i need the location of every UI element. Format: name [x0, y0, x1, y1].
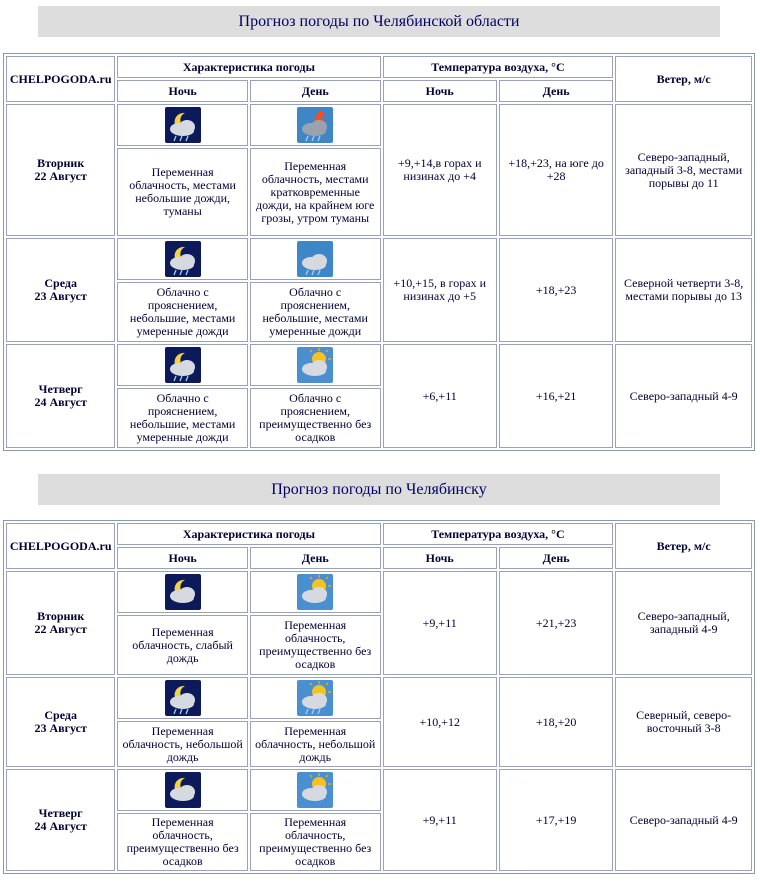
- date: 24 Август: [34, 395, 87, 409]
- night-cloudy-rain-icon: [165, 347, 201, 383]
- weekday: Четверг: [38, 806, 83, 820]
- region-forecast-title: Прогноз погоды по Челябинской области: [38, 6, 720, 37]
- temp-day: +17,+19: [499, 769, 613, 871]
- day-cell: [6, 104, 115, 236]
- day-description: Облачно с прояснением, преимущественно без осадков: [250, 388, 381, 448]
- night-description: Переменная облачность, местами небольшие дожди, туманы: [117, 148, 248, 236]
- thunderstorm-icon: [297, 107, 333, 143]
- sun-cloud-icon: [297, 772, 333, 808]
- day-icon-cell: [250, 344, 381, 386]
- date: 22 Август: [34, 622, 87, 636]
- weekday: Среда: [44, 276, 77, 290]
- temp-night: +6,+11: [383, 344, 497, 448]
- day-cell: [6, 238, 115, 342]
- day-cell: [6, 769, 115, 871]
- temp-day: +16,+21: [499, 344, 613, 448]
- temp-day-header: День: [499, 547, 613, 569]
- night-icon-cell: [117, 104, 248, 146]
- region-forecast-table: [3, 53, 755, 451]
- wind-header: Ветер, м/с: [615, 56, 752, 102]
- day-description: Переменная облачность, преимущественно без осадков: [250, 615, 381, 675]
- day-icon-cell: [250, 238, 381, 280]
- weather-header: Характеристика погоды: [117, 56, 380, 78]
- temp-night: +10,+12: [383, 677, 497, 767]
- city-forecast-title: Прогноз погоды по Челябинску: [38, 474, 720, 505]
- day-header: День: [250, 80, 381, 102]
- date: 23 Август: [34, 721, 87, 735]
- night-description: Переменная облачность, небольшой дождь: [117, 721, 248, 767]
- day-header: День: [250, 547, 381, 569]
- weather-header: Характеристика погоды: [117, 523, 380, 545]
- night-description: Облачно с прояснением, небольшие, местами умеренные дожди: [117, 282, 248, 342]
- weekday: Четверг: [38, 382, 83, 396]
- temperature-header: Температура воздуха, °С: [383, 523, 614, 545]
- wind: Северо-западный 4-9: [615, 769, 752, 871]
- temp-night: +10,+15, в горах и низинах до +5: [383, 238, 497, 342]
- night-icon-cell: [117, 769, 248, 811]
- day-icon-cell: [250, 571, 381, 613]
- night-cloudy-rain-icon: [165, 107, 201, 143]
- night-icon-cell: [117, 238, 248, 280]
- temp-night-header: Ночь: [383, 547, 497, 569]
- day-cell: [6, 344, 115, 448]
- date: 23 Август: [34, 289, 87, 303]
- night-header: Ночь: [117, 80, 248, 102]
- night-description: Переменная облачность, слабый дождь: [117, 615, 248, 675]
- temp-day-header: День: [499, 80, 613, 102]
- weekday: Среда: [44, 708, 77, 722]
- wind: Северной четверти 3-8, местами порывы до 13: [615, 238, 752, 342]
- night-description: Облачно с прояснением, небольшие, местами умеренные дожди: [117, 388, 248, 448]
- wind: Северо-западный, западный 3-8, местами порывы до 11: [615, 104, 752, 236]
- day-description: Облачно с прояснением, небольшие, местами умеренные дожди: [250, 282, 381, 342]
- temp-night-header: Ночь: [383, 80, 497, 102]
- weekday: Вторник: [37, 609, 85, 623]
- wind: Северо-западный 4-9: [615, 344, 752, 448]
- brand-label: CHELPOGODA.ru: [6, 56, 115, 102]
- day-cell: [6, 677, 115, 767]
- day-description: Переменная облачность, небольшой дождь: [250, 721, 381, 767]
- day-cloudy-rain-icon: [297, 241, 333, 277]
- night-icon-cell: [117, 571, 248, 613]
- wind-header: Ветер, м/с: [615, 523, 752, 569]
- sun-cloud-icon: [297, 574, 333, 610]
- temp-day: +18,+20: [499, 677, 613, 767]
- day-icon-cell: [250, 769, 381, 811]
- brand-label: CHELPOGODA.ru: [6, 523, 115, 569]
- temp-day: +18,+23, на юге до +28: [499, 104, 613, 236]
- weekday: Вторник: [37, 156, 85, 170]
- temp-day: +21,+23: [499, 571, 613, 675]
- wind: Северо-западный, западный 4-9: [615, 571, 752, 675]
- date: 22 Август: [34, 169, 87, 183]
- temp-night: +9,+11: [383, 769, 497, 871]
- moon-cloud-rain-icon: [165, 680, 201, 716]
- sun-cloud-icon: [297, 347, 333, 383]
- night-cloudy-rain-icon: [165, 241, 201, 277]
- moon-cloud-icon: [165, 574, 201, 610]
- date: 24 Август: [34, 819, 87, 833]
- temp-night: +9,+11: [383, 571, 497, 675]
- temp-night: +9,+14,в горах и низинах до +4: [383, 104, 497, 236]
- day-cell: [6, 571, 115, 675]
- night-icon-cell: [117, 344, 248, 386]
- night-icon-cell: [117, 677, 248, 719]
- day-icon-cell: [250, 677, 381, 719]
- night-description: Переменная облачность, преимущественно без осадков: [117, 813, 248, 871]
- temp-day: +18,+23: [499, 238, 613, 342]
- day-icon-cell: [250, 104, 381, 146]
- night-header: Ночь: [117, 547, 248, 569]
- temperature-header: Температура воздуха, °С: [383, 56, 614, 78]
- sun-cloud-rain-icon: [297, 680, 333, 716]
- day-description: Переменная облачность, местами кратковременные дожди, на крайнем юге грозы, утром туманы: [250, 148, 381, 236]
- city-forecast-table: [3, 520, 755, 874]
- day-description: Переменная облачность, преимущественно без осадков: [250, 813, 381, 871]
- moon-cloud-icon: [165, 772, 201, 808]
- wind: Северный, северо-восточный 3-8: [615, 677, 752, 767]
